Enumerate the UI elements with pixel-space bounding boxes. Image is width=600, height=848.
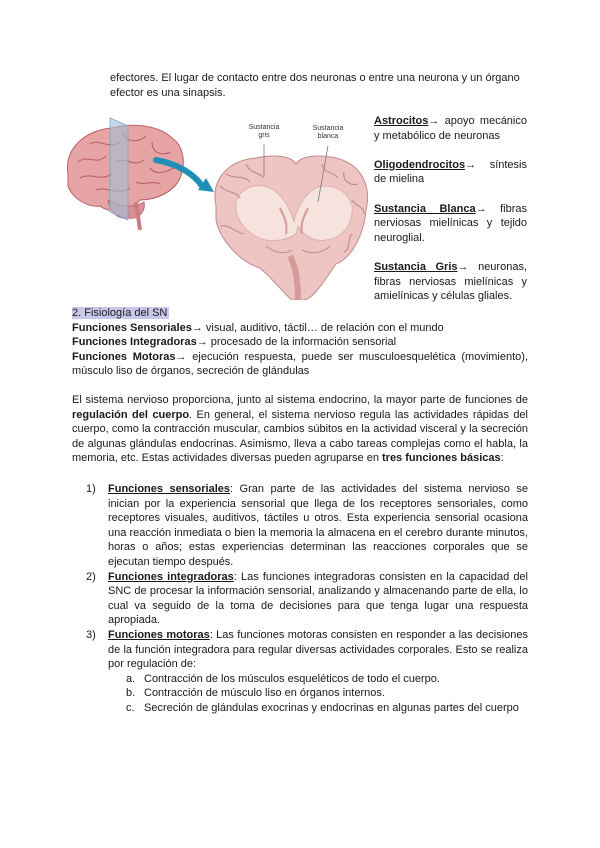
motor-sublist (108, 672, 528, 716)
list-text: : Las funciones integradoras consisten en la capacidad del SNC de procesar la información sensorial, analizando y almacenando parte de ella, lo cual va seguido de la toma de decisiones para que tenga lugar una respuesta apropiada. (108, 570, 528, 627)
def-text: → apoyo mecánico y metabólico de neuronas (374, 115, 527, 142)
section-fisiologia (72, 306, 528, 379)
section-plane (110, 118, 128, 220)
sublist-item (108, 672, 528, 687)
section-text: → visual, auditivo, táctil… de relación con el mundo (191, 321, 444, 334)
def-term: Sustancia Gris (374, 260, 458, 273)
section-text: → ejecución respuesta, puede ser musculoesquelética (movimiento), músculo liso de órganos, secreción de glándulas (72, 350, 529, 378)
def-text: → neuronas, fibras nerviosas mielínicas y amielínicas y células gliales. (374, 260, 527, 303)
para-bold: regulación del cuerpo (72, 408, 190, 421)
intro-line-1: efectores. El lugar de contacto entre dos neuronas o entre una neurona y un órgano (110, 72, 520, 84)
section-line (72, 335, 528, 350)
para-bold: tres funciones básicas (382, 452, 501, 465)
label-gris-2: gris (258, 132, 270, 139)
list-text: : Las funciones motoras consisten en responder a las decisiones de la función integradora para regular diversas actividades corporales. Esto se realiza por regulación de: (108, 628, 528, 671)
section-heading (72, 306, 528, 321)
label-gris-1: Sustancia (248, 124, 280, 131)
list-term: Funciones integradoras (108, 570, 234, 583)
list-item (86, 570, 528, 628)
def-sustancia-gris (374, 260, 527, 304)
functions-list (86, 482, 528, 716)
intro-text (110, 71, 528, 100)
body-paragraph (72, 393, 528, 466)
sublist-text: Secreción de glándulas exocrinas y endocrinas en algunas partes del cuerpo (144, 701, 519, 714)
para-part: El sistema nervioso proporciona, junto al sistema endocrino, la mayor parte de funciones de (72, 394, 528, 406)
section-heading-text: 2. Fisiología del SN (72, 307, 168, 319)
list-term: Funciones motoras (108, 628, 210, 641)
para-part: : (500, 452, 504, 465)
sublist-text: Contracción de los músculos esqueléticos de todo el cuerpo. (144, 672, 440, 685)
body-paragraph-text (72, 393, 528, 466)
section-line (72, 321, 528, 336)
def-oligodendrocitos (374, 158, 527, 187)
def-astrocitos (374, 114, 527, 143)
sublist-item (108, 686, 528, 701)
sublist-item (108, 701, 528, 716)
side-definitions (374, 114, 527, 304)
section-term: Funciones Motoras (72, 350, 176, 363)
list-number: 3) (86, 628, 96, 641)
list-number: 2) (86, 570, 96, 583)
section-text: → procesado de la información sensorial (196, 336, 397, 349)
list-number: 1) (86, 483, 96, 495)
def-sustancia-blanca (374, 202, 527, 246)
brain-illustration (60, 116, 370, 300)
sublist-letter: c. (126, 701, 135, 714)
section-term: Funciones Integradoras (72, 336, 197, 349)
list-item (86, 482, 528, 570)
sublist-letter: b. (126, 687, 136, 700)
sublist-letter: a. (126, 672, 136, 685)
def-term: Oligodendrocitos (374, 158, 466, 171)
def-text: → fibras nerviosas mielínicas y tejido neuroglial. (374, 202, 527, 244)
section-term: Funciones Sensoriales (72, 321, 192, 334)
def-term: Sustancia Blanca (374, 202, 476, 215)
label-blanca-1: Sustancia (312, 125, 344, 132)
section-line (72, 350, 528, 379)
sublist-text: Contracción de músculo liso en órganos internos. (144, 687, 385, 700)
para-part: . En general, el sistema nervioso regula las actividades rápidas del cuerpo, como la contracción muscular, cambios súbitos en la actividad visceral y la secreción de algunas glándulas endocrinas. Asimismo, lleva a cabo tareas complejas como el habla, la memoria, etc. Estas actividades diversas pueden agruparse en (72, 408, 528, 465)
def-term: Astrocitos (374, 115, 429, 127)
intro-line-2: efector es una sinapsis. (110, 86, 226, 99)
coronal-section-image (215, 156, 368, 300)
list-term: Funciones sensoriales (108, 483, 231, 495)
list-text: : Gran parte de las actividades del sistema nervioso se inician por la experiencia sensorial que llega de los receptores sensoriales, como receptores visuales, auditivos, táctiles u otros. Esta experiencia sensorial ocasiona una reacción inmediata o bien la memoria la almacena en el cerebro durante minutos, horas o años; estas experiencias determinan las reacciones corporales que se ejecutan tiempo después. (108, 483, 528, 568)
brain-figure (60, 116, 370, 300)
def-text: → síntesis de mielina (374, 158, 527, 186)
list-item (86, 628, 528, 716)
label-blanca-2: blanca (317, 133, 339, 140)
